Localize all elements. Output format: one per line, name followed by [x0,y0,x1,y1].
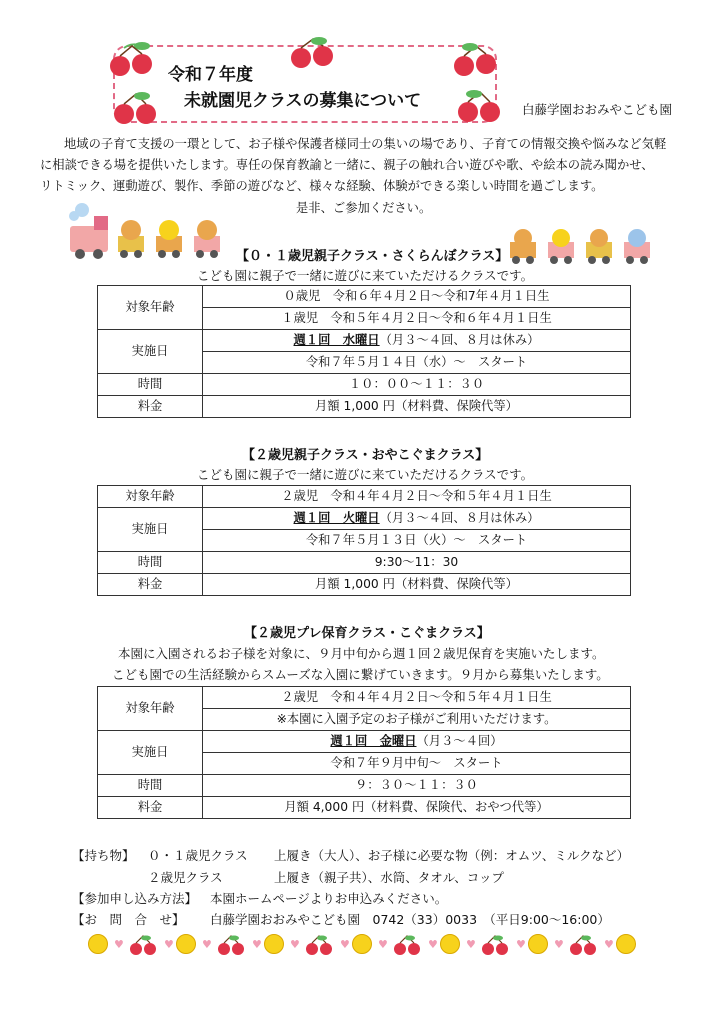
time-value: １０：００〜１１：３０ [203,374,631,396]
items-class2: ２歳児クラス [148,870,223,885]
intro-line: 是非、ご参加ください。 [296,201,432,215]
class3-desc: 本園に入園されるお子様を対象に、９月中旬から週１回２歳児保育を実施いたします。 [118,646,605,661]
fee-value: 月額 1,000 円（材料費、保険代等） [203,574,631,596]
label-day: 実施日 [98,731,203,775]
cherry-icon [108,90,164,128]
chick-icon [616,934,636,954]
heart-icon: ♥ [290,938,300,951]
day-emphasis: 週１回 火曜日 [293,511,380,525]
heart-icon: ♥ [604,938,614,951]
cherry-icon [214,934,248,956]
chick-icon [264,934,284,954]
items-class1: ０・１歳児クラス [148,848,248,863]
items-class2-text: 上履き（親子共）、水筒、タオル、コップ [274,870,505,885]
day-line [203,330,631,352]
label-day: 実施日 [98,330,203,374]
label-age: 対象年齢 [98,687,203,731]
class3-desc: こども園での生活経験からスムーズな入園に繋げていきます。９月から募集いたします。 [112,667,609,682]
label-time: 時間 [98,775,203,797]
cherry-icon [478,934,512,956]
day-note: （月３〜４回、８月は休み） [379,333,540,347]
label-age: 対象年齢 [98,486,203,508]
class2-title: 【２歳児親子クラス・おやこぐまクラス】 [242,448,489,463]
heart-icon: ♥ [554,938,564,951]
cherry-icon [446,40,506,80]
label-fee: 料金 [98,574,203,596]
start-date: 令和７年５月１４日（水）〜 スタート [203,352,631,374]
day-note: （月３〜４回） [416,734,503,748]
age-line: １歳児 令和５年４月２日〜令和６年４月１日生 [203,308,631,330]
heart-icon: ♥ [466,938,476,951]
label-day: 実施日 [98,508,203,552]
class2-subtitle: こども園に親子で一緒に遊びに来ていただけるクラスです。 [197,467,534,482]
cherry-icon [452,88,508,126]
start-date: 令和７年５月１３日（火）〜 スタート [203,530,631,552]
fee-value: 月額 4,000 円（材料費、保険代、おやつ代等） [203,797,631,819]
apply-text: 本園ホームページよりお申込みください。 [210,891,448,906]
heart-icon: ♥ [340,938,350,951]
items-class1-text: 上履き（大人）、お子様に必要な物（例：オムツ、ミルクなど） [274,848,630,863]
intro-line: 地域の子育て支援の一環として、お子様や保護者様同士の集いの場であり、子育ての情報交換や悩みなど気軽 [64,137,667,151]
day-emphasis: 週１回 水曜日 [293,333,380,347]
age-line: ２歳児 令和４年４月２日〜令和５年４月１日生 [203,486,631,508]
chick-icon [88,934,108,954]
heart-icon: ♥ [428,938,438,951]
class2-table [97,485,631,596]
label-fee: 料金 [98,797,203,819]
organization-name: 白藤学園おおみやこども園 [522,102,673,117]
cherry-icon [126,934,160,956]
cherry-icon [302,934,336,956]
day-emphasis: 週１回 金曜日 [330,734,417,748]
cherry-icon [566,934,600,956]
class3-table [97,686,631,819]
heart-icon: ♥ [202,938,212,951]
label-time: 時間 [98,374,203,396]
age-line: ０歳児 令和６年４月２日〜令和7年４月１日生 [203,286,631,308]
class1-subtitle: こども園に親子で一緒に遊びに来ていただけるクラスです。 [197,268,534,283]
time-value: ９：３０〜１１：３０ [203,775,631,797]
heart-icon: ♥ [252,938,262,951]
cherry-icon [390,934,424,956]
label-time: 時間 [98,552,203,574]
apply-label: 【参加申し込み方法】 [72,891,198,906]
intro-line: に相談できる場を提供いたします。専任の保育教諭と一緒に、親子の触れ合い遊びや歌、や絵本の読み聞かせ、 [40,158,654,172]
heart-icon: ♥ [164,938,174,951]
label-fee: 料金 [98,396,203,418]
heart-icon: ♥ [516,938,526,951]
class1-title: 【０・１歳児親子クラス・さくらんぼクラス】 [236,249,509,264]
age-note: ※本園に入園予定のお子様がご利用いただけます。 [203,709,631,731]
chick-icon [440,934,460,954]
class1-table [97,285,631,418]
page-title: 未就園児クラスの募集について [184,91,422,111]
time-value: 9:30〜11：30 [203,552,631,574]
chick-icon [352,934,372,954]
contact-label: 【お 問 合 せ】 [72,912,185,927]
fee-value: 月額 1,000 円（材料費、保険代等） [203,396,631,418]
chick-icon [528,934,548,954]
label-age: 対象年齢 [98,286,203,330]
cherry-icon [283,36,343,72]
contact-text: 白藤学園おおみやこども園 0742（33）0033 （平日9:00〜16:00） [210,912,610,927]
class3-title: 【２歳児プレ保育クラス・こぐまクラス】 [244,626,490,641]
chick-icon [176,934,196,954]
day-line [203,731,631,753]
heart-icon: ♥ [114,938,124,951]
age-line: ２歳児 令和４年４月２日〜令和５年４月１日生 [203,687,631,709]
start-date: 令和７年９月中旬〜 スタート [203,753,631,775]
train-illustration [508,226,658,266]
day-note: （月３〜４回、８月は休み） [379,511,540,525]
items-label: 【持ち物】 [72,848,135,863]
train-illustration [64,200,232,262]
intro-line: リトミック、運動遊び、製作、季節の遊びなど、様々な経験、体験ができる楽しい時間を過ごします。 [40,179,604,193]
title-year: 令和７年度 [168,65,253,85]
cherry-icon [104,40,164,80]
day-line [203,508,631,530]
heart-icon: ♥ [378,938,388,951]
